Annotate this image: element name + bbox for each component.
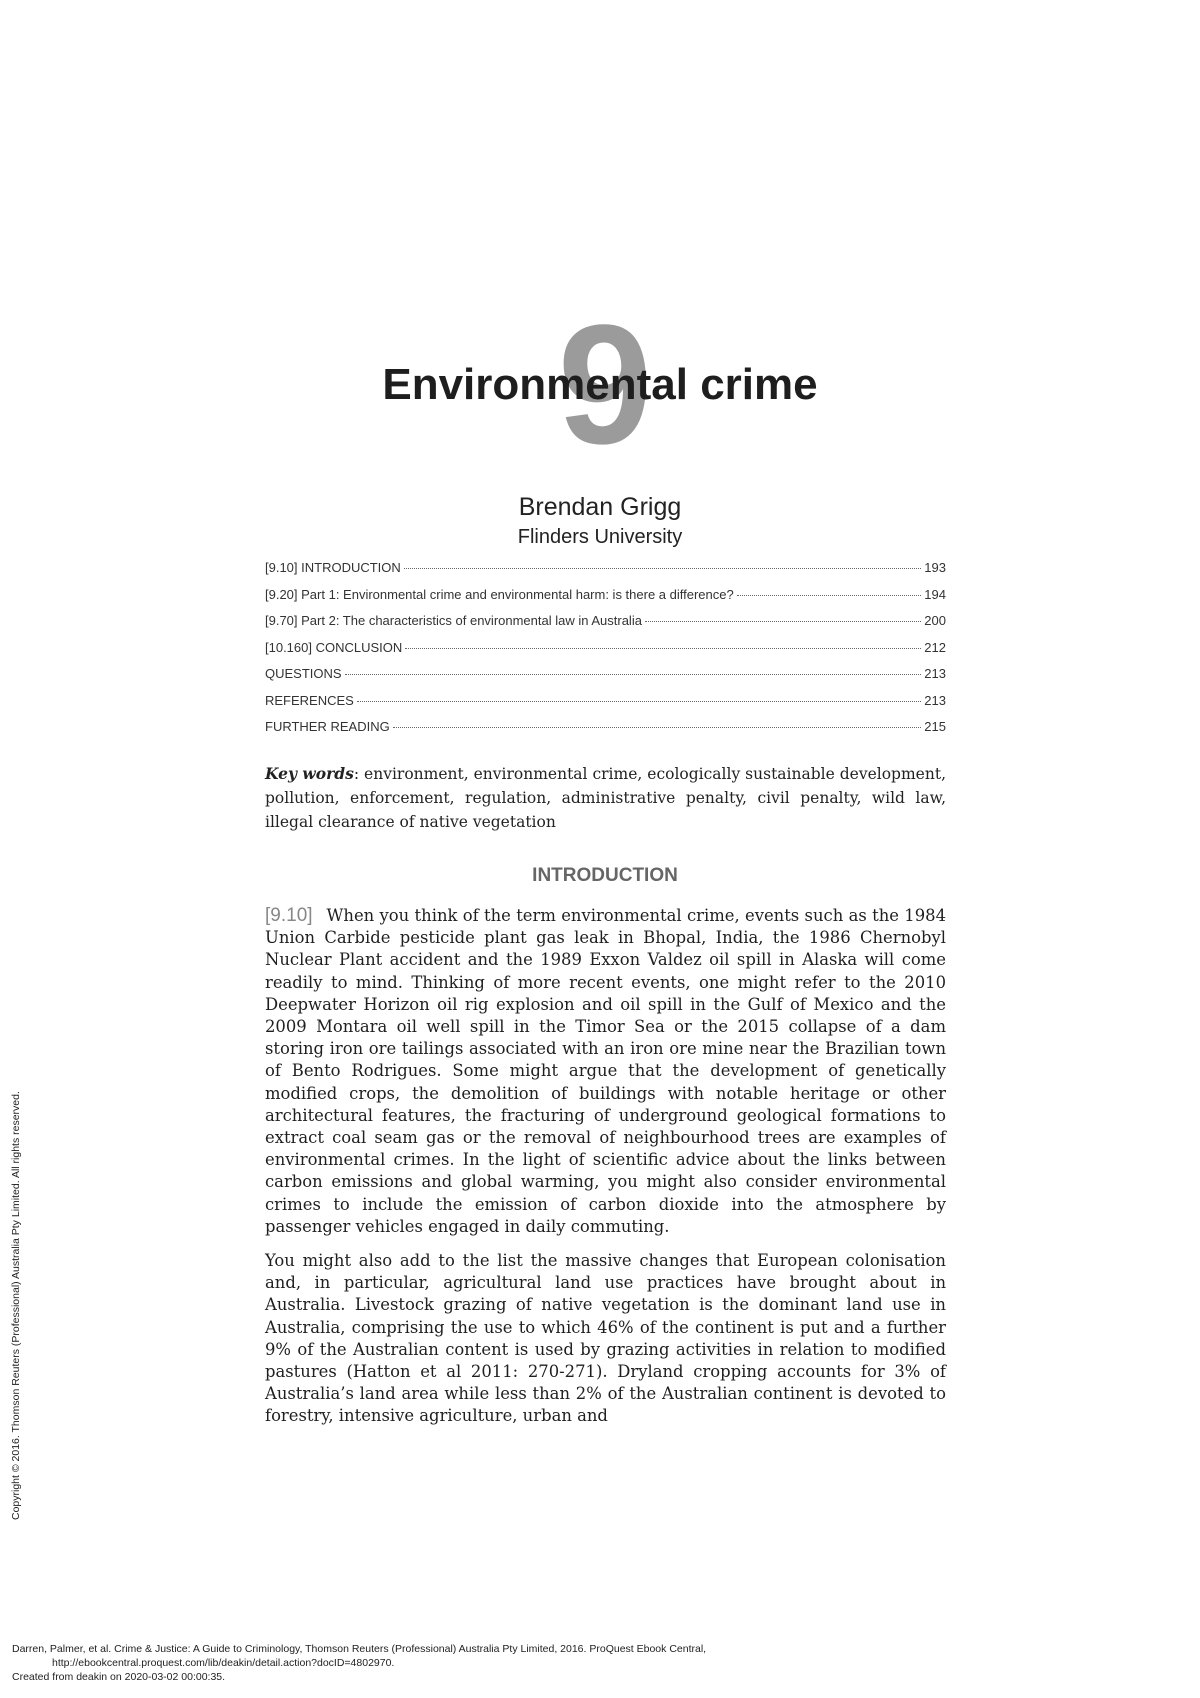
key-words-text: : environment, environmental crime, ecologically sustainable development, pollution, enforcement, regulation, administrative penalty, civil penalty, wild law, illegal clearance of native vegetation: [265, 765, 946, 831]
copyright-side-note: Copyright © 2016. Thomson Reuters (Professional) Australia Pty Limited. All rights reserved.: [10, 1091, 22, 1520]
paragraph: [265, 905, 946, 1238]
toc-entry-label: [9.20] Part 1: Environmental crime and environmental harm: is there a difference?: [265, 586, 734, 602]
toc-entry-page: 194: [924, 586, 946, 602]
toc-entry-page: 200: [924, 613, 946, 628]
page-footer: [12, 1642, 1182, 1684]
toc-entry: [265, 587, 946, 614]
toc-entry-label: FURTHER READING: [265, 719, 390, 734]
toc-leader-dots: [357, 701, 921, 702]
toc-entry: [265, 560, 946, 587]
toc-leader-dots: [405, 648, 921, 649]
toc-entry-page: 212: [924, 639, 946, 655]
toc-entry: [265, 613, 946, 640]
toc-entry: [265, 719, 946, 746]
toc-leader-dots: [645, 621, 921, 622]
paragraph-text: When you think of the term environmental crime, events such as the 1984 Union Carbide pesticide plant gas leak in Bhopal, India, the 1986 Chernobyl Nuclear Plant accident and the 1989 Exxon Valdez oil spill in Alaska will come readily to mind. Thinking of more recent events, one might refer to the 2010 Deepwater Horizon oil rig explosion and oil spill in the Gulf of Mexico and the 2009 Montara oil well spill in the Timor Sea or the 2015 collapse of a dam storing iron ore tailings associated with an iron ore mine near the Brazilian town of Bento Rodrigues. Some might argue that the development of genetically modified crops, the demolition of buildings with notable heritage or other architectural features, the fracturing of underground geological formations to extract coal seam gas or the removal of neighbourhood trees are examples of environmental crimes. In the light of scientific advice about the links between carbon emissions and global warming, you might also consider environmental crimes to include the emission of carbon dioxide into the atmosphere by passenger vehicles engaged in daily commuting.: [265, 906, 946, 1236]
chapter-title: Environmental crime: [382, 360, 818, 409]
key-words-block: [265, 762, 946, 834]
footer-created: Created from deakin on 2020-03-02 00:00:35.: [12, 1671, 226, 1683]
toc-entry-label: [9.70] Part 2: The characteristics of environmental law in Australia: [265, 613, 642, 628]
toc-entry: [265, 640, 946, 667]
toc-leader-dots: [737, 595, 922, 596]
paragraph: [265, 1250, 946, 1428]
toc-entry-page: 193: [924, 560, 946, 575]
toc-leader-dots: [393, 727, 922, 728]
paragraph-number: [9.10]: [265, 905, 313, 926]
toc-entry-label: [10.160] CONCLUSION: [265, 639, 403, 655]
section-heading: INTRODUCTION: [532, 865, 678, 886]
toc-entry: [265, 693, 946, 720]
toc-entry: [265, 666, 946, 693]
toc-entry-page: 213: [924, 692, 946, 708]
toc-entry-label: QUESTIONS: [265, 666, 342, 681]
footer-url: http://ebookcentral.proquest.com/lib/deakin/detail.action?docID=4802970.: [52, 1657, 395, 1669]
chapter-number: 9: [557, 290, 653, 480]
paragraph-text: You might also add to the list the massive changes that European colonisation and, in particular, agricultural land use practices have brought about in Australia. Livestock grazing of native vegetation is the dominant land use in Australia, comprising the use to which 46% of the continent is put and a further 9% of the Australian content is used by grazing activities in relation to modified pastures (Hatton et al 2011: 270-271). Dryland cropping accounts for 3% of Australia’s land area while less than 2% of the Australian continent is devoted to forestry, intensive agriculture, urban and: [265, 1251, 946, 1426]
footer-citation: Darren, Palmer, et al. Crime & Justice: A Guide to Criminology, Thomson Reuters (Professional) Australia Pty Limited, 2016. ProQuest Ebook Central,: [12, 1643, 707, 1655]
toc-entry-label: [9.10] INTRODUCTION: [265, 560, 401, 575]
toc-entry-label: REFERENCES: [265, 692, 354, 708]
toc-leader-dots: [345, 674, 922, 675]
author-name: Brendan Grigg: [518, 493, 682, 521]
key-words-label: Key words: [265, 764, 354, 783]
toc-entry-page: 215: [924, 719, 946, 734]
toc-leader-dots: [404, 568, 922, 569]
table-of-contents: [265, 560, 946, 746]
chapter-header: [0, 290, 1200, 500]
body-text: [265, 905, 946, 1440]
toc-entry-page: 213: [924, 666, 946, 681]
author-affiliation: Flinders University: [517, 526, 683, 548]
